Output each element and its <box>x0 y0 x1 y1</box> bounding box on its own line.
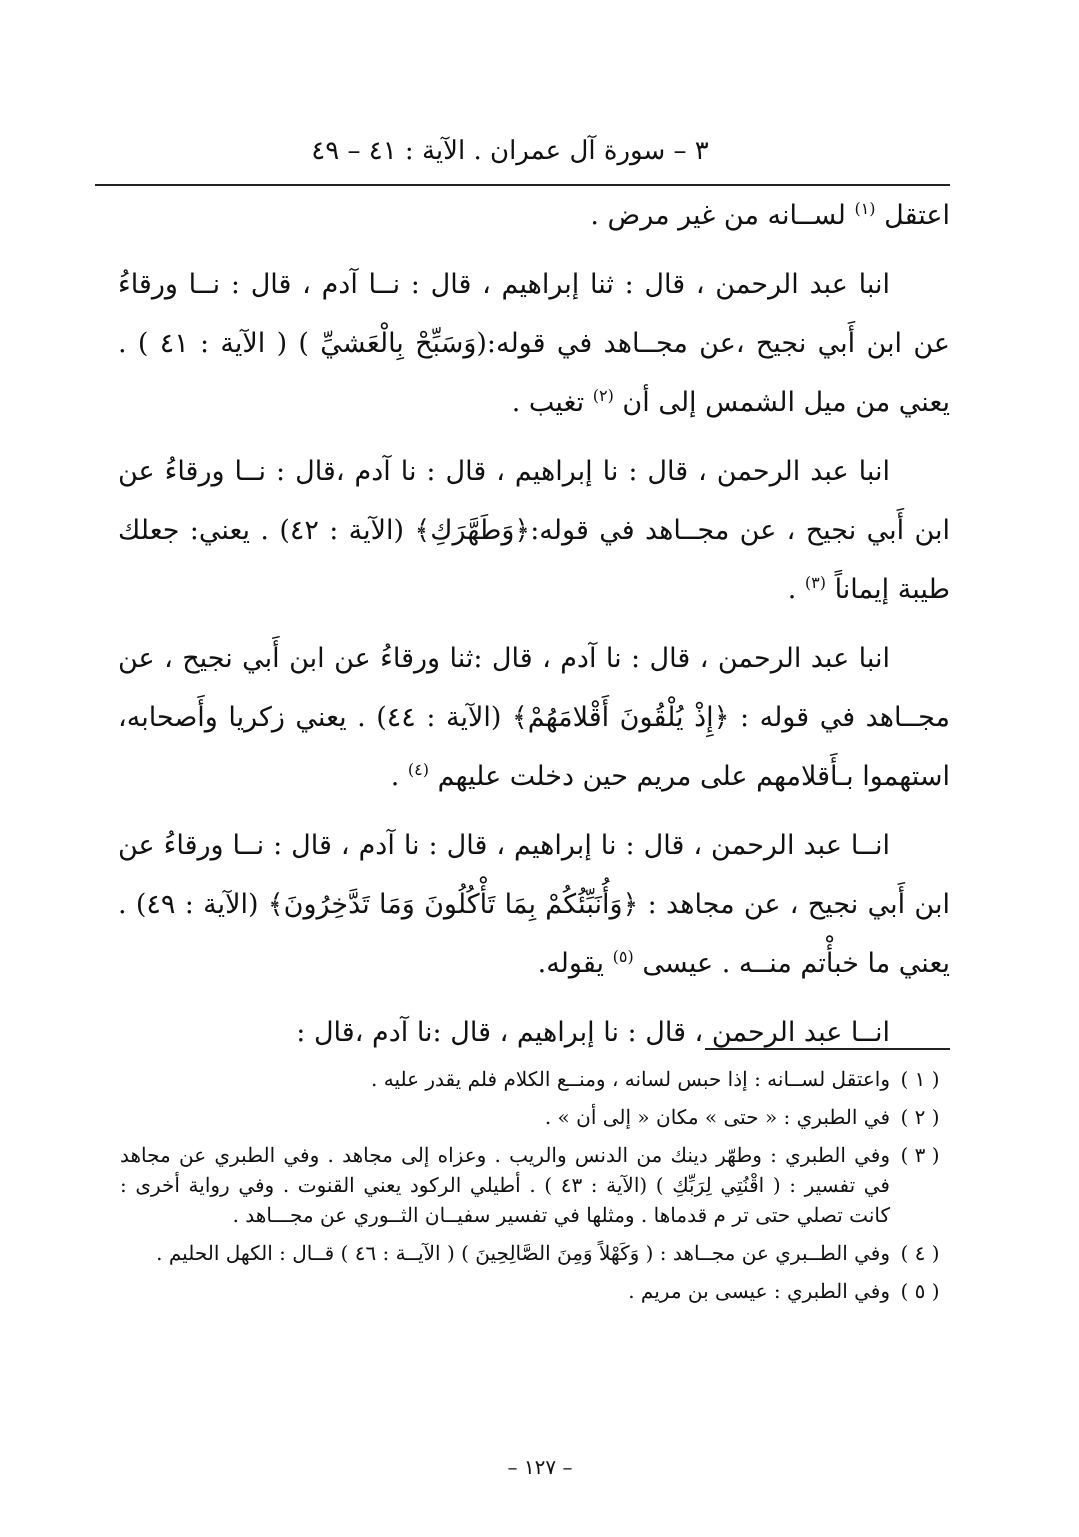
page-number: – ١٢٧ – <box>507 1455 573 1479</box>
footnote-number: ( ٢ ) <box>900 1105 940 1129</box>
paragraph-1 <box>118 186 950 245</box>
footnote-ref-3: (٣) <box>804 573 826 592</box>
footnote-number: ( ٣ ) <box>900 1143 940 1167</box>
paragraph-2-text-start: انبا عبد الرحمن ، قال : ثنا إبراهيم ، قال : نــا آدم ، قال : نــا ورقاءُ عن ابن أَبي نجيح ،عن مجــاهد في قوله:(وَسَبِّحْ بِالْعَشيِّ ) ( الآية : ٤١ ) . يعني من ميل الشمس إلى أن <box>118 269 951 418</box>
paragraph-5 <box>118 816 950 993</box>
footnote-number: ( ١ ) <box>900 1067 940 1091</box>
footnote-text: وفي الطبري : وطهّر دينك من الدنس والريب . وعزاه إلى مجاهد . وفي الطبري عن مجاهد في تفسير : ( اقْنُتِي لِرَبِّكِ ) (الآية : ٤٣ ) . أطيلي الركود يعني القنوت . وفي رواية أخرى : كانت تصلي حتى تر م قدماها . ومثلها في تفسير سفيــان الثــوري عن مجـــاهد . <box>120 1143 890 1227</box>
paragraph-4 <box>118 629 950 806</box>
paragraph-2-text-end: تغيب . <box>511 387 585 418</box>
paragraph-1-text-start: اعتقل <box>884 200 950 231</box>
paragraph-4-text-end: . <box>390 761 400 792</box>
paragraph-1-text-end: لســانه من غير مرض . <box>590 200 846 231</box>
footnote-text: واعتقل لســانه : إذا حبس لسانه ، ومنــع الكلام فلم يقدر عليه . <box>371 1067 890 1091</box>
footnote-ref-1: (١) <box>854 199 876 218</box>
footnote-text: في الطبري : « حتى » مكان « إلى أن » . <box>544 1105 890 1129</box>
footnote-ref-4: (٤) <box>407 760 430 779</box>
paragraph-5-text-start: انــا عبد الرحمن ، قال : نا إبراهيم ، قال : نا آدم ، قال : نــا ورقاءُ عن ابن أَبي نجيح ، عن مجاهد : ﴿وَأُنَبِّئُكُمْ بِمَا تَأْكُلُونَ وَمَا تَدَّخِرُونَ﴾ (الآية : ٤٩) . يعني ما خبأْتم منــه . عيسى <box>118 830 950 979</box>
paragraph-2 <box>118 255 950 432</box>
footnote-item <box>120 1140 950 1230</box>
page-header: ٣ – سورة آل عمران . الآية : ٤١ – ٤٩ <box>311 136 709 166</box>
footnote-item <box>120 1276 950 1306</box>
footnote-item <box>120 1064 950 1094</box>
paragraph-4-text-start: انبا عبد الرحمن ، قال : نا آدم ، قال :ثنا ورقاءُ عن ابن أَبي نجيح ، عن مجــاهد في قوله : ﴿إِذْ يُلْقُونَ أَقْلامَهُمْ﴾ (الآية : ٤٤) . يعني زكريا وأَصحابه، استهموا بـأَقلامهم على مريم حين دخلت عليهم <box>118 643 950 792</box>
footnote-text: وفي الطبري : عيسى بن مريم . <box>628 1279 890 1303</box>
footnote-number: ( ٥ ) <box>900 1279 940 1303</box>
paragraph-3-text-start: انبا عبد الرحمن ، قال : نا إبراهيم ، قال : نا آدم ،قال : نــا ورقاءُ عن ابن أَبي نجيح ، عن مجــاهد في قوله:﴿وَطَهَّرَكِ﴾ (الآية : ٤٢) . يعني: جعلك طيبة إيماناً <box>118 456 951 605</box>
main-text <box>118 186 950 1072</box>
paragraph-5-text-end: يقوله. <box>537 948 605 979</box>
paragraph-3-text-end: . <box>787 574 797 605</box>
paragraph-3 <box>118 442 950 619</box>
footnote-item <box>120 1102 950 1132</box>
footnote-divider <box>705 1048 950 1050</box>
paragraph-6: انــا عبد الرحمن ، قال : نا إبراهيم ، قال :نا آدم ،قال : <box>296 1017 890 1048</box>
footnotes-section <box>120 1064 950 1314</box>
footnote-item <box>120 1238 950 1268</box>
footnote-number: ( ٤ ) <box>900 1241 940 1265</box>
footnote-ref-2: (٢) <box>592 386 614 405</box>
footnote-text: وفي الطــبري عن مجــاهد : ( وَكَهْلاً وَمِنَ الصَّالِحِينَ ) ( الآيــة : ٤٦ ) قــال : الكهل الحليم . <box>156 1241 890 1265</box>
footnote-ref-5: (٥) <box>612 947 634 966</box>
